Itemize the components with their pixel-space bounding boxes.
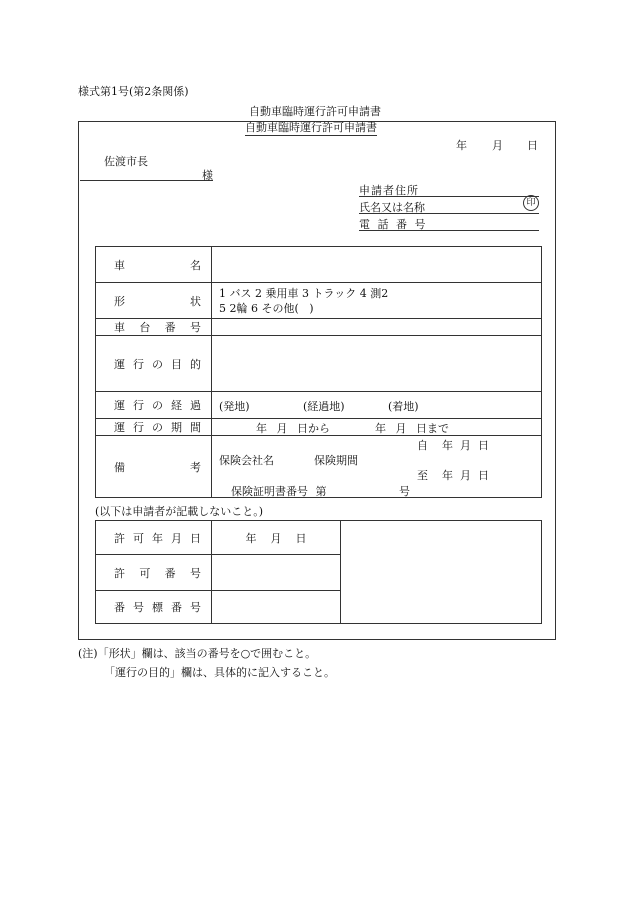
- purpose-input[interactable]: [212, 336, 542, 392]
- route-from-label: (発地): [219, 400, 250, 413]
- date-month: 月: [492, 139, 503, 152]
- form-number: 様式第1号(第2条関係): [78, 85, 189, 98]
- vehicle-name-input[interactable]: [212, 247, 542, 283]
- route-label: 運 行 の 経 過: [96, 392, 212, 419]
- table-row: [96, 419, 542, 436]
- shape-options[interactable]: [212, 283, 542, 319]
- table-row: [96, 521, 542, 555]
- route-to-label: (着地): [388, 400, 419, 413]
- permit-number-input[interactable]: [212, 555, 341, 591]
- shape-label: 形 状: [96, 283, 212, 319]
- permit-number-label: 許 可 番 号: [96, 555, 212, 591]
- table-row: [96, 436, 542, 498]
- honorific: 様: [202, 169, 213, 182]
- period-from-text: 年 月 日から: [256, 422, 330, 435]
- vehicle-name-label: 車 名: [96, 247, 212, 283]
- not-applicant-note: (以下は申請者が記載しないこと。): [95, 505, 264, 518]
- applicant-address-field[interactable]: [359, 182, 539, 197]
- period-to-text: 年 月 日まで: [375, 422, 449, 435]
- chassis-number-label: 車 台 番 号: [96, 319, 212, 336]
- period-input[interactable]: [212, 419, 542, 436]
- addressee-line: [80, 167, 213, 181]
- shape-options-line1: 1 バス 2 乗用車 3 トラック 4 測2: [219, 286, 389, 300]
- insurance-info[interactable]: [212, 436, 542, 498]
- vehicle-info-table: [95, 246, 542, 498]
- shape-options-line2: 5 2輪 6 その他( ): [219, 301, 314, 315]
- table-row: [96, 319, 542, 336]
- note-line-1: (注)「形状」欄は、該当の番号を○で囲むこと。: [78, 647, 317, 660]
- table-row: [96, 392, 542, 419]
- office-stamp-area: [341, 521, 542, 624]
- seal-mark: 印: [523, 195, 539, 211]
- office-use-table: [95, 520, 542, 624]
- insurance-from: 自 年 月 日: [417, 439, 489, 452]
- plate-number-input[interactable]: [212, 591, 341, 624]
- applicant-address-label: 申請者住所: [359, 184, 419, 197]
- date-day: 日: [527, 139, 538, 152]
- permit-date-input[interactable]: 年 月 日: [212, 521, 341, 555]
- note-line-2: 「運行の目的」欄は、具体的に記入すること。: [104, 666, 335, 679]
- chassis-number-input[interactable]: [212, 319, 542, 336]
- insurance-company-label: 保険会社名: [219, 454, 274, 467]
- applicant-phone-label: 電 話 番 号: [359, 218, 428, 231]
- table-row: [96, 283, 542, 319]
- remarks-label: 備 考: [96, 436, 212, 498]
- table-row: [96, 336, 542, 392]
- insurance-cert-label: 保険証明書番号 第: [231, 485, 327, 498]
- permit-date-label: 許 可 年 月 日: [96, 521, 212, 555]
- plate-number-label: 番 号 標 番 号: [96, 591, 212, 624]
- route-via-label: (経過地): [303, 400, 345, 413]
- addressee: 佐渡市長: [104, 155, 148, 168]
- insurance-to: 至 年 月 日: [417, 469, 489, 482]
- applicant-phone-field[interactable]: [359, 216, 539, 231]
- route-input[interactable]: [212, 392, 542, 419]
- purpose-label: 運 行 の 目 的: [96, 336, 212, 392]
- date-year: 年: [456, 139, 467, 152]
- period-label: 運 行 の 期 間: [96, 419, 212, 436]
- document-title: 自動車臨時運行許可申請書: [249, 105, 381, 118]
- applicant-name-field[interactable]: [359, 199, 539, 214]
- inner-title: 自動車臨時運行許可申請書: [245, 121, 377, 134]
- applicant-name-label: 氏名又は名称: [359, 201, 425, 214]
- table-row: [96, 247, 542, 283]
- insurance-period-label: 保険期間: [314, 454, 358, 467]
- insurance-cert-suffix: 号: [399, 485, 410, 498]
